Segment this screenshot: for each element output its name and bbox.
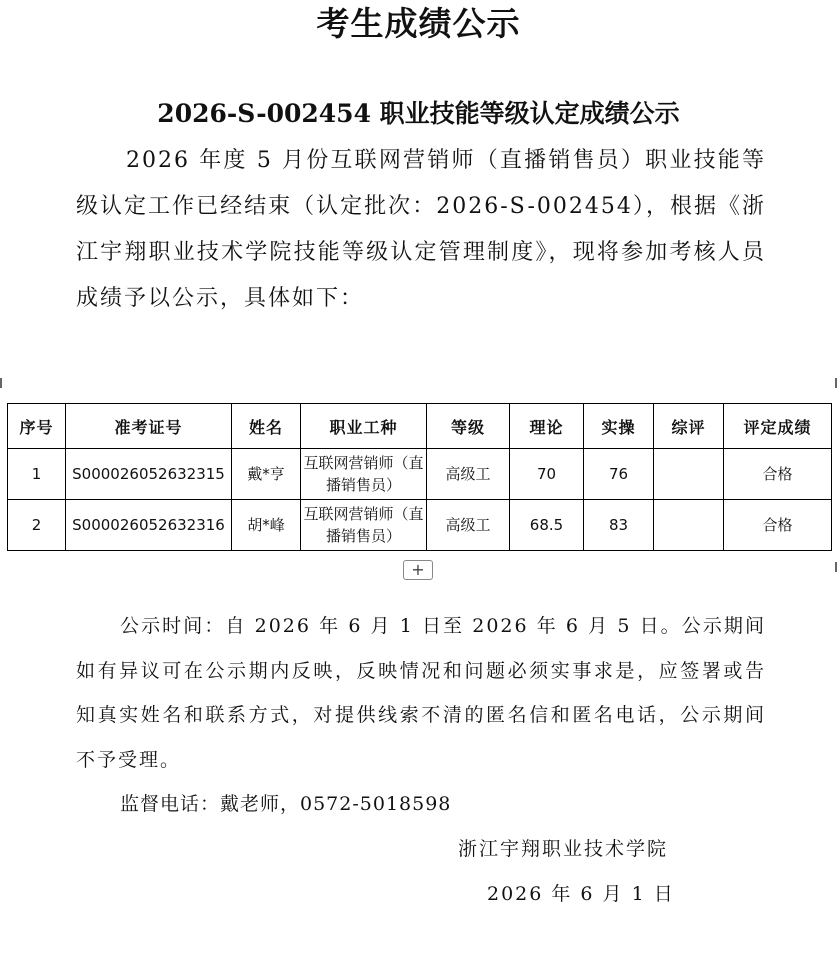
score-table <box>7 403 832 551</box>
header-practice: 实操 <box>584 404 654 449</box>
cell-occupation: 互联网营销师（直播销售员） <box>301 500 427 551</box>
cell-name: 胡*峰 <box>232 500 301 551</box>
header-theory: 理论 <box>510 404 584 449</box>
cell-occupation: 互联网营销师（直播销售员） <box>301 449 427 500</box>
add-row-button[interactable] <box>403 560 433 580</box>
table-row <box>8 449 832 500</box>
notice-title: 2026-S-002454 职业技能等级认定成绩公示 <box>157 99 680 128</box>
table-header-row <box>8 404 832 449</box>
cell-theory: 70 <box>510 449 584 500</box>
supervision-phone: 监督电话：戴老师，0572-5018598 <box>120 793 452 815</box>
header-no: 序号 <box>8 404 66 449</box>
cell-practice: 76 <box>584 449 654 500</box>
table-row <box>8 500 832 551</box>
cell-exam-id: S000026052632315 <box>66 449 232 500</box>
header-overall: 综评 <box>654 404 724 449</box>
cell-practice: 83 <box>584 500 654 551</box>
intro-paragraph: 2026 年度 5 月份互联网营销师（直播销售员）职业技能等级认定工作已经结束（认定批次：2026-S-002454），根据《浙江宇翔职业技术学院技能等级认定管理制度》，现将参加考核人员成绩予以公示，具体如下： <box>76 148 766 311</box>
cell-overall <box>654 449 724 500</box>
margin-marker-left <box>0 378 2 388</box>
header-level: 等级 <box>427 404 510 449</box>
cell-no: 2 <box>8 500 66 551</box>
header-result: 评定成绩 <box>724 404 832 449</box>
cell-result: 合格 <box>724 449 832 500</box>
cell-level: 高级工 <box>427 449 510 500</box>
cell-name: 戴*亨 <box>232 449 301 500</box>
page-title: 考生成绩公示 <box>316 4 521 43</box>
signature-date: 2026 年 6 月 1 日 <box>487 883 675 905</box>
header-exam-id: 准考证号 <box>66 404 232 449</box>
cell-no: 1 <box>8 449 66 500</box>
cell-overall <box>654 500 724 551</box>
cell-theory: 68.5 <box>510 500 584 551</box>
header-occupation: 职业工种 <box>301 404 427 449</box>
cell-result: 合格 <box>724 500 832 551</box>
notice-body-paragraph: 公示时间：自 2026 年 6 月 1 日至 2026 年 6 月 5 日。公示期间如有异议可在公示期内反映，反映情况和问题必须实事求是，应签署或告知真实姓名和联系方式，对提供线索不清的匿名信和匿名电话，公示期间不予受理。 <box>76 615 766 771</box>
organization-name: 浙江宇翔职业技术学院 <box>458 838 669 860</box>
plus-icon: + <box>411 560 425 579</box>
cell-level: 高级工 <box>427 500 510 551</box>
cell-exam-id: S000026052632316 <box>66 500 232 551</box>
header-name: 姓名 <box>232 404 301 449</box>
